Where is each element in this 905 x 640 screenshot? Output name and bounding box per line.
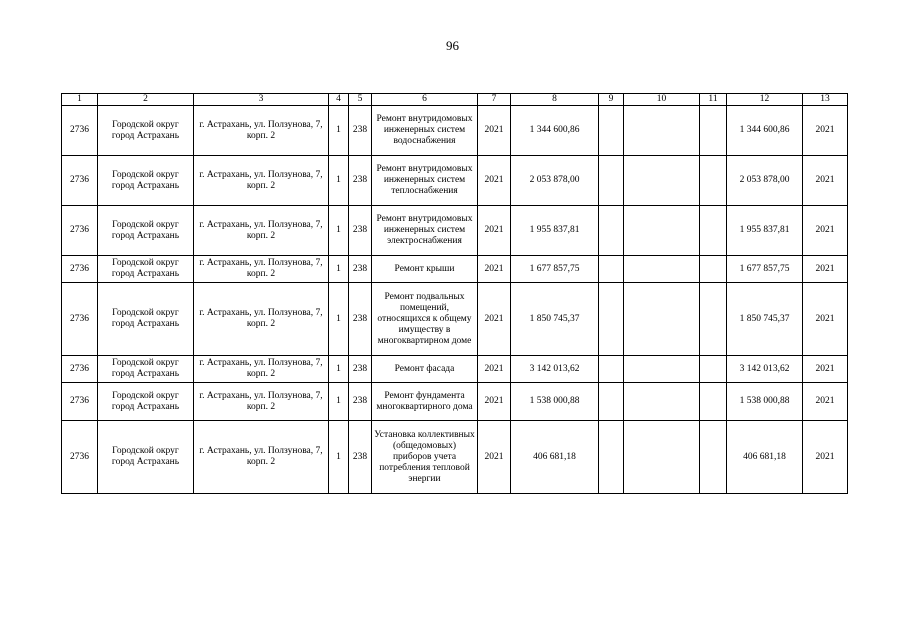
cell-completion-year: 2021 xyxy=(803,356,848,383)
cell-cost: 2 053 878,00 xyxy=(511,156,599,206)
cell-municipality: Городской округ город Астрахань xyxy=(98,383,194,421)
cell-municipality: Городской округ город Астрахань xyxy=(98,283,194,356)
cell-completion-year: 2021 xyxy=(803,206,848,256)
cell-col11 xyxy=(700,283,727,356)
cell-year: 2021 xyxy=(478,356,511,383)
cell-year: 2021 xyxy=(478,256,511,283)
cell-col5: 238 xyxy=(349,206,372,256)
cell-municipality: Городской округ город Астрахань xyxy=(98,356,194,383)
cell-col9 xyxy=(599,356,624,383)
cell-col4: 1 xyxy=(329,421,349,494)
column-header: 4 xyxy=(329,94,349,106)
cell-completion-year: 2021 xyxy=(803,106,848,156)
cell-col4: 1 xyxy=(329,206,349,256)
header-row xyxy=(62,94,848,106)
cell-col5: 238 xyxy=(349,283,372,356)
column-header: 9 xyxy=(599,94,624,106)
cell-completion-year: 2021 xyxy=(803,156,848,206)
cell-address: г. Астрахань, ул. Ползунова, 7, корп. 2 xyxy=(194,356,329,383)
cell-col4: 1 xyxy=(329,356,349,383)
cell-cost: 1 850 745,37 xyxy=(511,283,599,356)
cell-work-type: Установка коллективных (общедомовых) приборов учета потребления тепловой энергии xyxy=(372,421,478,494)
column-header: 2 xyxy=(98,94,194,106)
cell-col4: 1 xyxy=(329,283,349,356)
column-header: 10 xyxy=(624,94,700,106)
column-header: 12 xyxy=(727,94,803,106)
cell-col11 xyxy=(700,156,727,206)
cell-col5: 238 xyxy=(349,356,372,383)
cell-col5: 238 xyxy=(349,156,372,206)
column-header: 11 xyxy=(700,94,727,106)
cell-municipality: Городской округ город Астрахань xyxy=(98,106,194,156)
cell-total: 3 142 013,62 xyxy=(727,356,803,383)
page-number: 96 xyxy=(446,38,459,53)
cell-completion-year: 2021 xyxy=(803,283,848,356)
table-row xyxy=(62,256,848,283)
cell-work-type: Ремонт подвальных помещений, относящихся к общему имуществу в многоквартирном доме xyxy=(372,283,478,356)
cell-col5: 238 xyxy=(349,256,372,283)
cell-col9 xyxy=(599,256,624,283)
cell-number: 2736 xyxy=(62,421,98,494)
cell-total: 1 538 000,88 xyxy=(727,383,803,421)
cell-total: 406 681,18 xyxy=(727,421,803,494)
cell-col10 xyxy=(624,283,700,356)
cell-address: г. Астрахань, ул. Ползунова, 7, корп. 2 xyxy=(194,106,329,156)
table-row xyxy=(62,356,848,383)
cell-year: 2021 xyxy=(478,283,511,356)
cell-col9 xyxy=(599,283,624,356)
cell-cost: 3 142 013,62 xyxy=(511,356,599,383)
cell-number: 2736 xyxy=(62,356,98,383)
cell-col4: 1 xyxy=(329,156,349,206)
cell-col4: 1 xyxy=(329,256,349,283)
cell-col10 xyxy=(624,156,700,206)
registry-table xyxy=(61,93,848,494)
cell-col11 xyxy=(700,356,727,383)
column-header: 1 xyxy=(62,94,98,106)
table-row xyxy=(62,383,848,421)
table-row xyxy=(62,106,848,156)
cell-col9 xyxy=(599,106,624,156)
cell-year: 2021 xyxy=(478,421,511,494)
cell-address: г. Астрахань, ул. Ползунова, 7, корп. 2 xyxy=(194,383,329,421)
cell-cost: 1 344 600,86 xyxy=(511,106,599,156)
column-header: 6 xyxy=(372,94,478,106)
cell-cost: 1 955 837,81 xyxy=(511,206,599,256)
cell-col10 xyxy=(624,206,700,256)
cell-col9 xyxy=(599,156,624,206)
cell-col5: 238 xyxy=(349,383,372,421)
cell-work-type: Ремонт внутридомовых инженерных систем водоснабжения xyxy=(372,106,478,156)
cell-col10 xyxy=(624,356,700,383)
cell-total: 1 850 745,37 xyxy=(727,283,803,356)
cell-col10 xyxy=(624,106,700,156)
cell-municipality: Городской округ город Астрахань xyxy=(98,256,194,283)
cell-address: г. Астрахань, ул. Ползунова, 7, корп. 2 xyxy=(194,156,329,206)
cell-cost: 406 681,18 xyxy=(511,421,599,494)
cell-number: 2736 xyxy=(62,206,98,256)
cell-work-type: Ремонт фасада xyxy=(372,356,478,383)
cell-address: г. Астрахань, ул. Ползунова, 7, корп. 2 xyxy=(194,256,329,283)
cell-municipality: Городской округ город Астрахань xyxy=(98,156,194,206)
cell-total: 1 344 600,86 xyxy=(727,106,803,156)
table-row xyxy=(62,421,848,494)
cell-col9 xyxy=(599,383,624,421)
column-header: 8 xyxy=(511,94,599,106)
cell-year: 2021 xyxy=(478,383,511,421)
cell-year: 2021 xyxy=(478,206,511,256)
cell-total: 2 053 878,00 xyxy=(727,156,803,206)
cell-total: 1 677 857,75 xyxy=(727,256,803,283)
cell-col10 xyxy=(624,383,700,421)
cell-municipality: Городской округ город Астрахань xyxy=(98,421,194,494)
cell-col11 xyxy=(700,421,727,494)
cell-total: 1 955 837,81 xyxy=(727,206,803,256)
table-row xyxy=(62,156,848,206)
cell-work-type: Ремонт фундамента многоквартирного дома xyxy=(372,383,478,421)
cell-completion-year: 2021 xyxy=(803,421,848,494)
column-header: 5 xyxy=(349,94,372,106)
cell-year: 2021 xyxy=(478,106,511,156)
cell-work-type: Ремонт крыши xyxy=(372,256,478,283)
cell-col11 xyxy=(700,383,727,421)
cell-col9 xyxy=(599,206,624,256)
cell-completion-year: 2021 xyxy=(803,383,848,421)
cell-number: 2736 xyxy=(62,156,98,206)
cell-year: 2021 xyxy=(478,156,511,206)
cell-work-type: Ремонт внутридомовых инженерных систем теплоснабжения xyxy=(372,156,478,206)
table-row xyxy=(62,283,848,356)
cell-col11 xyxy=(700,206,727,256)
cell-col11 xyxy=(700,106,727,156)
cell-col5: 238 xyxy=(349,421,372,494)
cell-col9 xyxy=(599,421,624,494)
cell-cost: 1 677 857,75 xyxy=(511,256,599,283)
column-header: 13 xyxy=(803,94,848,106)
cell-col10 xyxy=(624,256,700,283)
cell-col5: 238 xyxy=(349,106,372,156)
cell-number: 2736 xyxy=(62,256,98,283)
column-header: 7 xyxy=(478,94,511,106)
cell-col4: 1 xyxy=(329,383,349,421)
cell-municipality: Городской округ город Астрахань xyxy=(98,206,194,256)
table-body xyxy=(62,106,848,494)
table-row xyxy=(62,206,848,256)
cell-col4: 1 xyxy=(329,106,349,156)
cell-address: г. Астрахань, ул. Ползунова, 7, корп. 2 xyxy=(194,283,329,356)
cell-work-type: Ремонт внутридомовых инженерных систем электроснабжения xyxy=(372,206,478,256)
cell-number: 2736 xyxy=(62,106,98,156)
cell-completion-year: 2021 xyxy=(803,256,848,283)
cell-address: г. Астрахань, ул. Ползунова, 7, корп. 2 xyxy=(194,206,329,256)
cell-number: 2736 xyxy=(62,383,98,421)
column-header: 3 xyxy=(194,94,329,106)
cell-cost: 1 538 000,88 xyxy=(511,383,599,421)
cell-number: 2736 xyxy=(62,283,98,356)
cell-col10 xyxy=(624,421,700,494)
cell-address: г. Астрахань, ул. Ползунова, 7, корп. 2 xyxy=(194,421,329,494)
cell-col11 xyxy=(700,256,727,283)
